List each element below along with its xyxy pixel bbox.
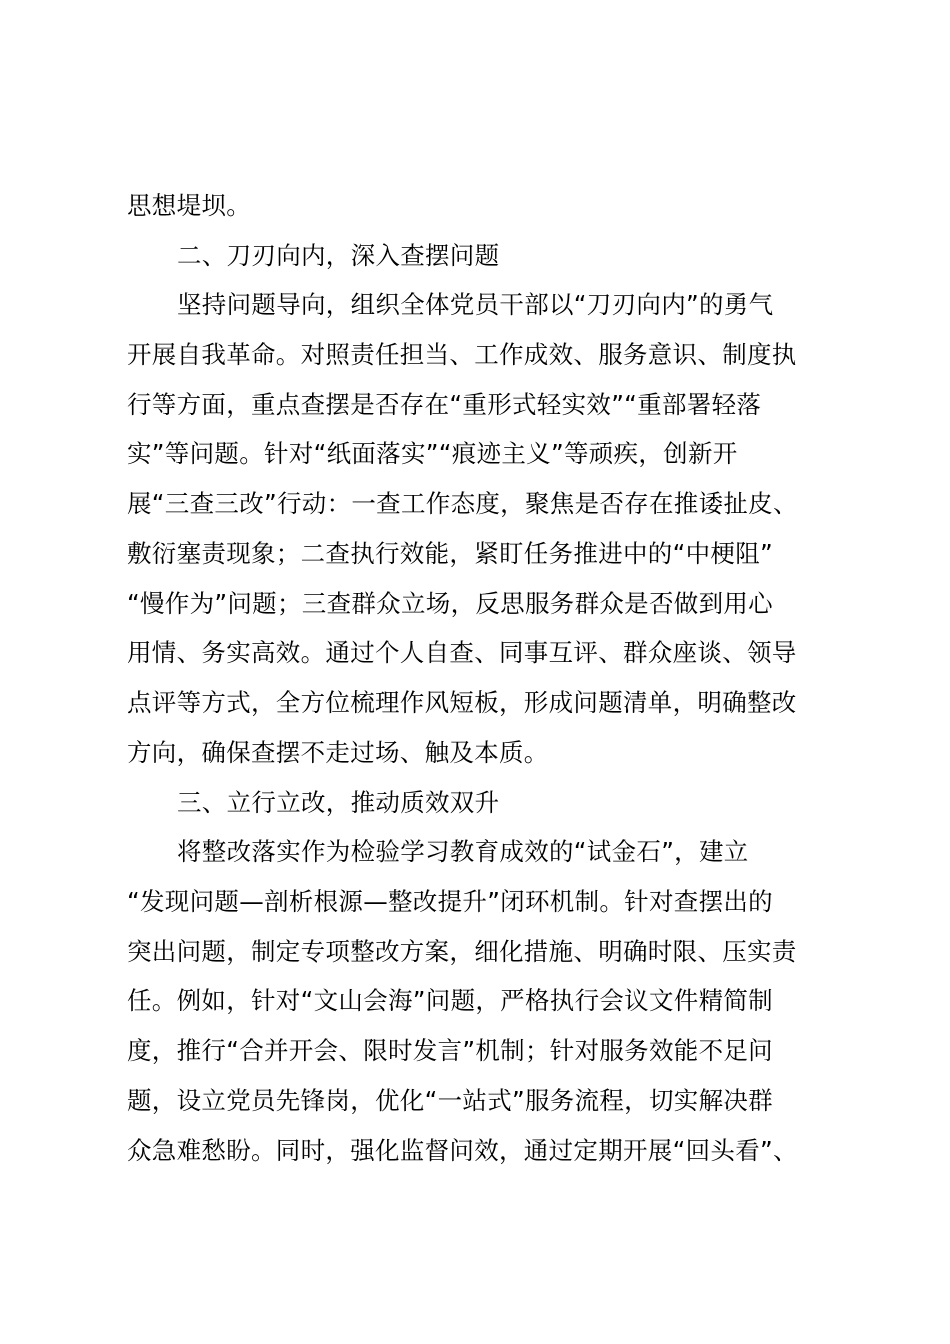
paragraph-line: 度，推行“合并开会、限时发言”机制；针对服务效能不足问 <box>127 1036 773 1065</box>
section-heading: 二、刀刃向内，深入查摆问题 <box>177 241 500 270</box>
paragraph-line: 突出问题，制定专项整改方案，细化措施、明确时限、压实责 <box>127 937 797 966</box>
paragraph-line: 用情、务实高效。通过个人自查、同事互评、群众座谈、领导 <box>127 638 797 667</box>
paragraph-line: “慢作为”问题；三查群众立场，反思服务群众是否做到用心 <box>127 589 773 618</box>
paragraph-line: “发现问题—剖析根源—整改提升”闭环机制。针对查摆出的 <box>127 887 773 916</box>
paragraph-line: 坚持问题导向，组织全体党员干部以“刀刃向内”的勇气 <box>177 290 774 319</box>
paragraph-line: 点评等方式，全方位梳理作风短板，形成问题清单，明确整改 <box>127 688 797 717</box>
paragraph-line: 行等方面，重点查摆是否存在“重形式轻实效”“重部署轻落 <box>127 390 762 419</box>
paragraph-line: 众急难愁盼。同时，强化监督问效，通过定期开展“回头看”、 <box>127 1136 798 1165</box>
paragraph-line: 敷衍塞责现象；二查执行效能，紧盯任务推进中的“中梗阻” <box>127 539 773 568</box>
paragraph-line: 方向，确保查摆不走过场、触及本质。 <box>127 738 549 767</box>
paragraph-line: 展“三查三改”行动：一查工作态度，聚焦是否存在推诿扯皮、 <box>127 489 798 518</box>
paragraph-line: 任。例如，针对“文山会海”问题，严格执行会议文件精简制 <box>127 986 773 1015</box>
section-heading: 三、立行立改，推动质效双升 <box>177 788 500 817</box>
paragraph-line: 实”等问题。针对“纸面落实”“痕迹主义”等顽疾，创新开 <box>127 439 738 468</box>
paragraph-line: 思想堤坝。 <box>127 191 251 220</box>
paragraph-line: 题，设立党员先锋岗，优化“一站式”服务流程，切实解决群 <box>127 1086 773 1115</box>
paragraph-line: 开展自我革命。对照责任担当、工作成效、服务意识、制度执 <box>127 340 797 369</box>
paragraph-line: 将整改落实作为检验学习教育成效的“试金石”，建立 <box>177 837 749 866</box>
